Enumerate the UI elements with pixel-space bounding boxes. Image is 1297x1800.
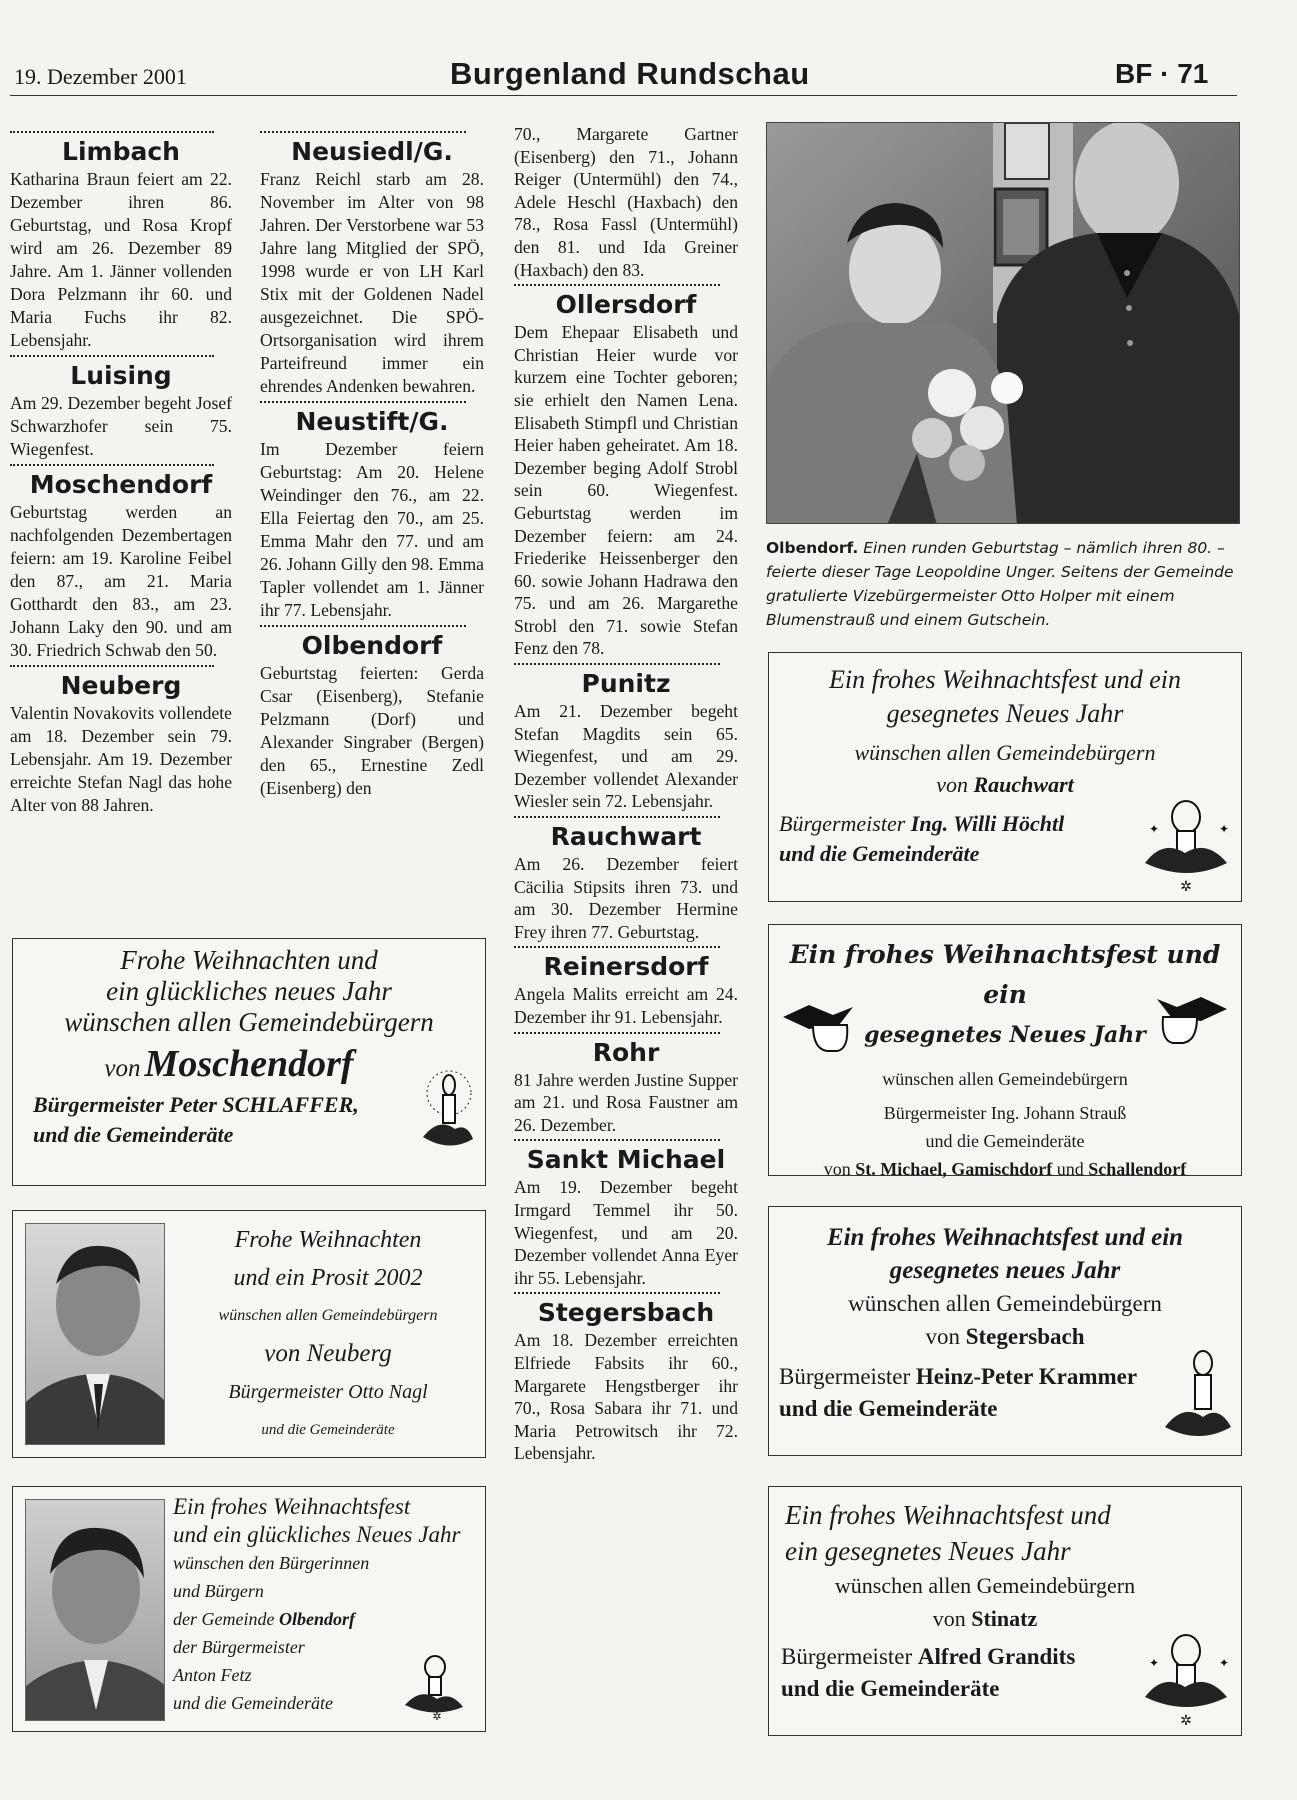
ad-line: wünschen allen Gemeindebürgern bbox=[882, 1069, 1128, 1089]
ad-line: und die Gemeinderäte bbox=[261, 1422, 395, 1438]
ad-rauchwart bbox=[768, 652, 1242, 902]
ad-line: gesegnetes Neues Jahr bbox=[864, 1022, 1146, 1048]
section-text: 81 Jahre werden Justine Supper am 21. und Rosa Faustner am 26. Dezember. bbox=[514, 1069, 738, 1135]
ad-line: von bbox=[936, 772, 974, 797]
candle-icon bbox=[419, 1067, 475, 1157]
svg-text:✦: ✦ bbox=[1219, 822, 1230, 836]
ad-mayor: Heinz-Peter Krammer bbox=[915, 1364, 1138, 1389]
ad-line: der Gemeinde bbox=[173, 1609, 279, 1629]
section-ollersdorf bbox=[514, 284, 738, 660]
section-text: Geburtstag feierten: Gerda Csar (Eisenberg), Stefanie Pelzmann (Dorf) und Alexander Singraber (Bergen) den 65., Ernestine Zedl (Eisenberg) den bbox=[260, 663, 484, 798]
section-neuberg bbox=[10, 665, 232, 817]
ad-place: Olbendorf bbox=[278, 1609, 355, 1629]
section-title: Neusiedl/G. bbox=[291, 137, 453, 166]
section-text: Im Dezember feiern Geburtstag: Am 20. Helene Weindinger den 76., am 22. Ella Feiertag den 70., am 25. Emma Mahr den 77. und am 26. Johann Gilly den 98. Emma Tapler vollendet am 1. Jänner ihr 77. Lebensjahr. bbox=[260, 439, 484, 620]
ad-mayor: Bürgermeister Peter SCHLAFFER, bbox=[33, 1092, 359, 1117]
portrait-anton-fetz bbox=[25, 1499, 165, 1721]
ad-stmichael bbox=[768, 924, 1242, 1179]
section-text: Valentin Novakovits vollendete am 18. Dezember sein 79. Lebensjahr. Am 19. Dezember erreichte Stefan Nagl das hohe Alter von 88 Jahren. bbox=[10, 703, 232, 815]
section-title: Olbendorf bbox=[301, 631, 443, 660]
page-number: BF · 71 bbox=[1115, 58, 1209, 89]
section-divider bbox=[514, 946, 720, 948]
section-olbendorf bbox=[260, 625, 484, 800]
ad-olbendorf bbox=[12, 1486, 486, 1732]
section-neusiedl bbox=[260, 131, 484, 398]
ad-line: wünschen allen Gemeindebürgern bbox=[834, 1573, 1136, 1598]
ad-line: von Neuberg bbox=[264, 1340, 392, 1367]
portrait-image bbox=[26, 1500, 165, 1721]
section-rauchwart bbox=[514, 816, 738, 943]
ad-moschendorf bbox=[12, 938, 486, 1186]
candle-icon bbox=[1163, 1347, 1233, 1447]
section-title: Moschendorf bbox=[29, 470, 213, 499]
section-divider bbox=[260, 401, 466, 403]
ad-council: und die Gemeinderäte bbox=[779, 1396, 998, 1421]
newspaper-title: Burgenland Rundschau bbox=[450, 56, 810, 91]
ad-place: Stinatz bbox=[971, 1606, 1038, 1631]
section-stegersbach bbox=[514, 1292, 738, 1465]
section-title: Neuberg bbox=[60, 671, 182, 700]
column-2 bbox=[260, 128, 484, 800]
ad-line: Ein frohes Weihnachtsfest und ein bbox=[789, 940, 1221, 1009]
ad-stegersbach bbox=[768, 1206, 1242, 1456]
section-punitz bbox=[514, 663, 738, 813]
ad-neuberg bbox=[12, 1210, 486, 1458]
ad-line: der Bürgermeister bbox=[173, 1637, 305, 1657]
ad-line: Ein frohes Weihnachtsfest und bbox=[785, 1500, 1111, 1530]
section-text: Am 21. Dezember begeht Stefan Magdits sein 65. Wiegenfest, und am 29. Dezember vollendet Alexander Wiesler sein 72. Lebensjahr. bbox=[514, 701, 738, 812]
section-title: Punitz bbox=[581, 669, 671, 699]
ad-council: und die Gemeinderäte bbox=[33, 1122, 234, 1147]
ad-place: St. Michael, Gamischdorf bbox=[855, 1159, 1053, 1179]
ad-line: Ein frohes Weihnachtsfest bbox=[173, 1494, 411, 1519]
issue-date: 19. Dezember 2001 bbox=[14, 64, 187, 89]
ad-line: und die Gemeinderäte bbox=[925, 1131, 1085, 1151]
ad-line: Bürgermeister bbox=[779, 811, 911, 836]
bell-icon bbox=[1151, 987, 1231, 1051]
candle-icon bbox=[1141, 1627, 1231, 1727]
section-moschendorf bbox=[10, 464, 232, 662]
section-title: Luising bbox=[70, 361, 172, 390]
section-title: Rohr bbox=[592, 1037, 660, 1067]
section-divider bbox=[10, 464, 214, 466]
ad-line: Frohe Weihnachten und bbox=[120, 945, 378, 975]
section-text: Franz Reichl starb am 28. November im Alter von 98 Jahren. Der Verstorbene war 53 Jahre lang Mitglied der SPÖ, 1998 wurde er von LH Karl Stix mit der Goldenen Nadel ausgezeichnet. Die SPÖ-Ortsorganisation wird ihrem Parteifreund immer ein ehrendes Andenken bewahren. bbox=[260, 169, 484, 396]
section-olbendorf-cont bbox=[514, 123, 738, 281]
ad-council: und die Gemeinderäte bbox=[779, 841, 980, 866]
candle-icon bbox=[1141, 793, 1231, 893]
ad-von: von bbox=[104, 1055, 141, 1082]
section-divider bbox=[10, 665, 214, 667]
photo-caption bbox=[766, 536, 1246, 632]
section-text: 70., Margarete Gartner (Eisenberg) den 71., Johann Reiger (Untermühl) den 74., Adele Heschl (Haxbach) den 78., Rosa Fassl (Untermühl) den 81. und Ida Greiner (Haxbach) den 83. bbox=[514, 124, 738, 280]
section-divider bbox=[514, 663, 720, 665]
caption-place: Olbendorf. bbox=[766, 539, 859, 557]
ad-place: Schallendorf bbox=[1088, 1159, 1187, 1179]
section-reinersdorf bbox=[514, 946, 738, 1028]
ad-line: wünschen den Bürgerinnen bbox=[173, 1553, 370, 1573]
column-1 bbox=[10, 128, 232, 817]
section-text: Geburtstag werden an nachfolgenden Dezembertagen feiern: am 19. Karoline Feibel den 87., am 21. Maria Gotthardt den 83., am 23. Johann Laky den 90. und am 30. Friedrich Schwab den 50. bbox=[10, 502, 232, 660]
section-divider bbox=[514, 284, 720, 286]
section-rohr bbox=[514, 1032, 738, 1137]
section-title: Rauchwart bbox=[550, 822, 702, 852]
section-text: Angela Malits erreicht am 24. Dezember ihr 91. Lebensjahr. bbox=[514, 984, 738, 1027]
ad-line: wünschen allen Gemeindebürgern bbox=[848, 1291, 1162, 1316]
ad-line: von bbox=[932, 1606, 972, 1631]
svg-text:✲: ✲ bbox=[1180, 1714, 1192, 1727]
section-title: Sankt Michael bbox=[526, 1145, 726, 1175]
ad-line: Bürgermeister bbox=[779, 1364, 916, 1389]
ad-council: und die Gemeinderäte bbox=[781, 1676, 1000, 1701]
section-divider bbox=[260, 625, 466, 627]
ad-line: ein glückliches neues Jahr bbox=[106, 976, 392, 1006]
ad-place: Stegersbach bbox=[965, 1324, 1085, 1349]
ad-line: und ein glückliches Neues Jahr bbox=[173, 1522, 461, 1547]
ad-line: gesegnetes neues Jahr bbox=[889, 1257, 1121, 1284]
section-divider bbox=[10, 355, 214, 357]
section-text: Am 19. Dezember begeht Irmgard Temmel ihr 50. Wiegenfest, und am 20. Dezember vollendet Anna Eyer ihr 55. Lebensjahr. bbox=[514, 1177, 738, 1288]
section-text: Katharina Braun feiert am 22. Dezember ihren 86. Geburtstag, und Rosa Kropf wird am 26. Dezember 89 Jahre. Am 1. Jänner vollenden Dora Pelzmann ihr 60. und Maria Fuchs ihr 82. Lebensjahr. bbox=[10, 169, 232, 350]
ad-line: und Bürgern bbox=[173, 1581, 264, 1601]
section-title: Ollersdorf bbox=[555, 290, 697, 320]
column-3 bbox=[514, 123, 738, 1465]
section-divider bbox=[260, 131, 466, 133]
section-luising bbox=[10, 355, 232, 461]
section-limbach bbox=[10, 131, 232, 352]
header-rule bbox=[10, 95, 1237, 96]
section-text: Dem Ehepaar Elisabeth und Christian Heier wurde vor kurzem eine Tochter geboren; sie erhielt den Namen Lena. Elisabeth Stimpfl und Christian Heier haben geheiratet. Am 18. Dezember beging Adolf Strobl sein 60. Wiegenfest. Geburtstag werden im Dezember feiern: am 24. Friederike Heissenberger den 60. sowie Johann Hadrawa den 75. und am 26. Margarethe Strobl den 71. sowie Stefan Fenz den 78. bbox=[514, 322, 738, 659]
section-divider bbox=[514, 1292, 720, 1294]
ad-line: von bbox=[823, 1159, 856, 1179]
svg-text:✦: ✦ bbox=[1219, 1656, 1230, 1670]
ad-line: Ein frohes Weihnachtsfest und ein bbox=[829, 665, 1181, 694]
svg-text:✲: ✲ bbox=[1180, 880, 1192, 893]
ad-line: wünschen allen Gemeindebürgern bbox=[218, 1307, 438, 1324]
caption-text: Einen runden Geburtstag – nämlich ihren 80. – feierte dieser Tage Leopoldine Unger. Seitens der Gemeinde gratulierte Vizebürgermeister Otto Holper mit einem Blumenstrauß und einem Gutschein. bbox=[766, 539, 1234, 629]
svg-text:✲: ✲ bbox=[432, 1711, 442, 1721]
photo-couple bbox=[766, 122, 1240, 524]
portrait-image bbox=[26, 1224, 165, 1445]
ad-place: Moschendorf bbox=[144, 1043, 354, 1085]
section-divider bbox=[514, 1139, 720, 1141]
section-title: Limbach bbox=[62, 137, 180, 166]
ad-line: und die Gemeinderäte bbox=[173, 1693, 333, 1713]
ad-line: Frohe Weihnachten bbox=[234, 1227, 422, 1253]
ad-line: Ein frohes Weihnachtsfest und ein bbox=[826, 1224, 1184, 1251]
ad-line: wünschen allen Gemeindebürgern bbox=[64, 1007, 434, 1037]
section-neustift bbox=[260, 401, 484, 622]
photo-couple-image bbox=[767, 123, 1240, 524]
ad-line: gesegnetes Neues Jahr bbox=[886, 699, 1124, 728]
section-divider bbox=[514, 1032, 720, 1034]
bell-icon bbox=[779, 995, 859, 1059]
section-title: Neustift/G. bbox=[295, 407, 449, 436]
svg-text:✦: ✦ bbox=[1149, 1656, 1160, 1670]
section-divider bbox=[10, 131, 214, 133]
ad-line: von bbox=[925, 1324, 966, 1349]
ad-line: ein gesegnetes Neues Jahr bbox=[785, 1536, 1071, 1566]
section-text: Am 26. Dezember feiert Cäcilia Stipsits ihren 73. und am 30. Dezember Hermine Frey ihren 77. Geburtstag. bbox=[514, 854, 738, 942]
portrait-otto-nagl bbox=[25, 1223, 165, 1445]
section-divider bbox=[514, 816, 720, 818]
ad-line: und bbox=[1052, 1159, 1089, 1179]
svg-text:✦: ✦ bbox=[1149, 822, 1160, 836]
ad-line: Bürgermeister Otto Nagl bbox=[228, 1381, 428, 1403]
ad-line: Bürgermeister Ing. Johann Strauß bbox=[883, 1103, 1127, 1123]
ad-line: Anton Fetz bbox=[173, 1665, 252, 1685]
ad-mayor: Alfred Grandits bbox=[917, 1644, 1076, 1669]
ad-line: und ein Prosit 2002 bbox=[233, 1265, 423, 1291]
ad-place: Rauchwart bbox=[973, 772, 1074, 797]
section-text: Am 18. Dezember erreichten Elfriede Fabsits ihr 60., Margarete Hengstberger ihr 70., Rosa Sabara ihr 71. und Maria Petrowitsch ihr 72. Lebensjahr. bbox=[514, 1330, 738, 1464]
section-text: Am 29. Dezember begeht Josef Schwarzhofer sein 75. Wiegenfest. bbox=[10, 393, 232, 459]
ad-line: Bürgermeister bbox=[781, 1644, 918, 1669]
section-title: Stegersbach bbox=[537, 1298, 715, 1328]
ad-mayor: Ing. Willi Höchtl bbox=[910, 811, 1065, 836]
ad-stinatz bbox=[768, 1486, 1242, 1736]
ad-line: wünschen allen Gemeindebürgern bbox=[854, 740, 1156, 765]
section-title: Reinersdorf bbox=[543, 952, 709, 982]
section-sankt-michael bbox=[514, 1139, 738, 1289]
candle-icon bbox=[403, 1655, 465, 1721]
